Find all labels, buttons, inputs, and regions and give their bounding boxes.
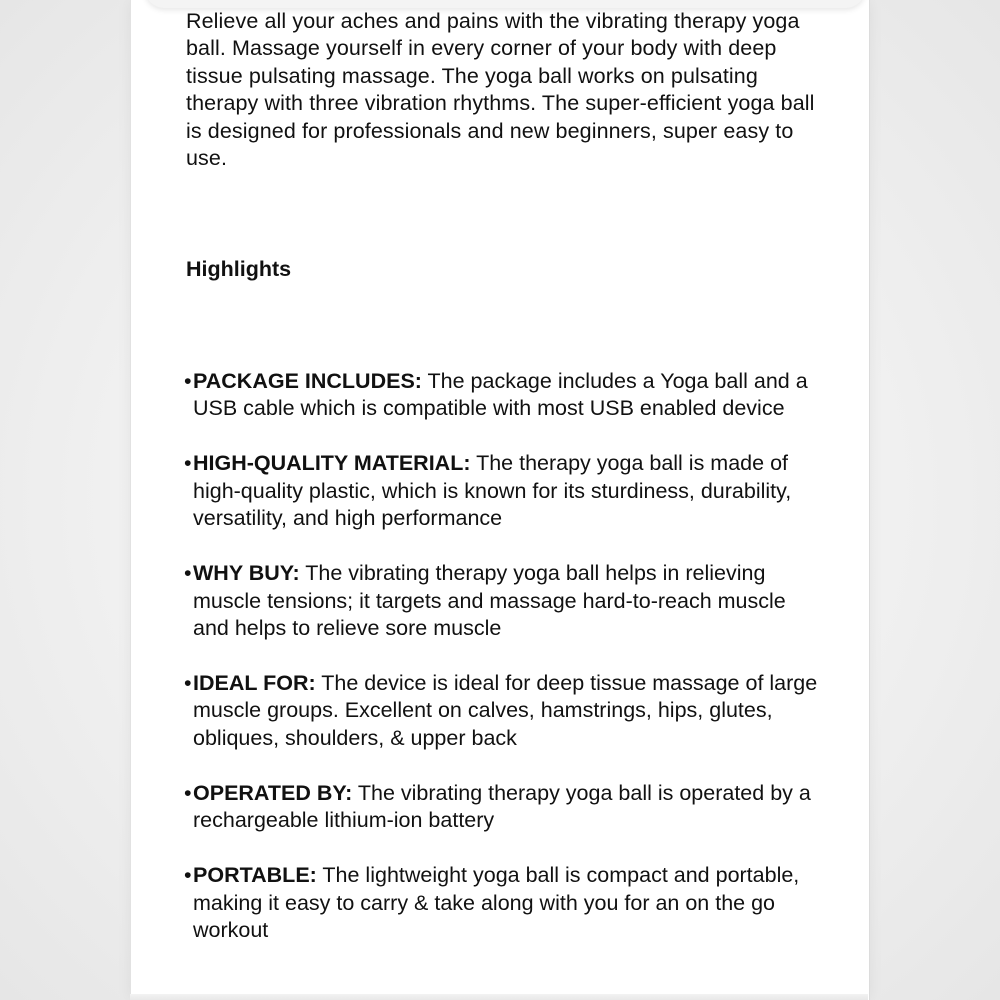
item-label: PORTABLE: [193, 863, 317, 888]
bullet-icon: • [184, 369, 192, 393]
item-label: PACKAGE INCLUDES: [193, 369, 422, 393]
item-label: HIGH-QUALITY MATERIAL: [193, 451, 471, 476]
item-text: The vibrating therapy yoga ball helps in relieving muscle tensions; it targets and massage hard-to-reach muscle and helps to relieve sore muscle [193, 561, 786, 641]
item-label: IDEAL FOR: [193, 671, 316, 696]
item-text: The vibrating therapy yoga ball is operated by a rechargeable lithium-ion battery [193, 780, 811, 833]
list-item [184, 450, 824, 532]
item-text: The package includes a Yoga ball and a USB cable which is compatible with most USB enabled device [193, 369, 808, 421]
list-item [184, 368, 824, 423]
list-item [184, 862, 824, 944]
item-text: The device is ideal for deep tissue massage of large muscle groups. Excellent on calves, hamstrings, hips, glutes, obliques, shoulders, & upper back [193, 671, 818, 750]
bullet-icon: • [184, 561, 192, 586]
list-item [184, 560, 824, 642]
item-label: WHY BUY: [193, 561, 300, 586]
bottom-divider [130, 994, 868, 1000]
description-text: Relieve all your aches and pains with the vibrating therapy yoga ball. Massage yourself in every corner of your body with deep tissue pulsating massage. The yoga ball works on pulsating therapy with three vibration rhythms. The super-efficient yoga ball is designed for professionals and new beginners, super easy to use. [186, 9, 815, 171]
list-item [184, 670, 824, 752]
bullet-icon: • [184, 671, 192, 696]
list-item [184, 780, 824, 835]
bullet-icon: • [184, 451, 192, 476]
item-text: The therapy yoga ball is made of high-quality plastic, which is known for its sturdiness, durability, versatility, and high performance [193, 451, 792, 531]
bullet-icon: • [184, 863, 192, 888]
item-label: OPERATED BY: [193, 780, 353, 805]
item-text: The lightweight yoga ball is compact and portable, making it easy to carry & take along with you for an on the go workout [193, 863, 800, 943]
bullet-icon: • [184, 780, 192, 805]
highlights-heading: Highlights [186, 257, 292, 281]
top-overlay-bar [145, 0, 865, 8]
highlights-list [184, 368, 824, 972]
description-section [186, 8, 826, 172]
